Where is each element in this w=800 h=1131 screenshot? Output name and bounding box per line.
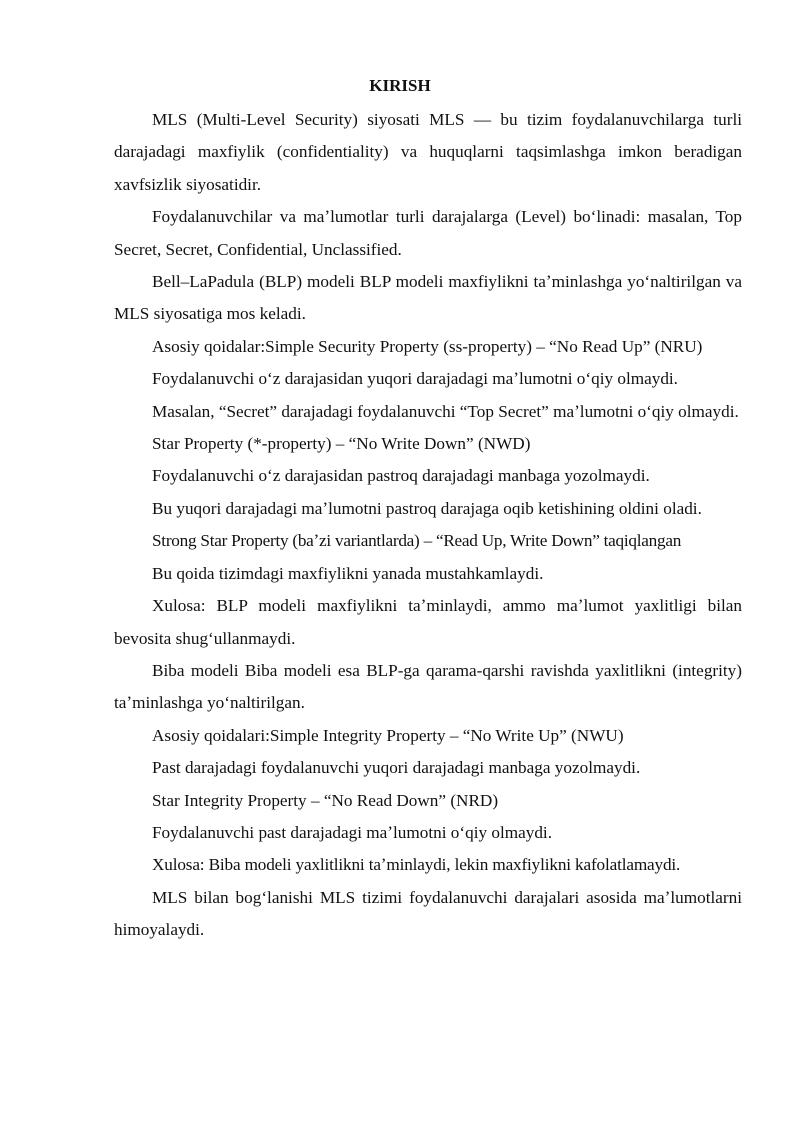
paragraph-biba-rules: Asosiy qoidalari:Simple Integrity Property – “No Write Up” (NWU) xyxy=(152,725,624,745)
paragraph-strong-star: Strong Star Property (baʼzi variantlarda) – “Read Up, Write Down” taqiqlangan xyxy=(152,531,682,551)
paragraph-nwu-explain: Past darajadagi foydalanuvchi yuqori darajadagi manbaga yozolmaydi. xyxy=(152,758,641,778)
paragraph-strong-star-effect: Bu qoida tizimdagi maxfiylikni yanada mustahkamlaydi. xyxy=(152,563,544,583)
paragraph-biba-intro: Biba modeli Biba modeli esa BLP-ga qarama-qarshi ravishda yaxlitlikni (integrity) taʼminlashga yoʻnaltirilgan. xyxy=(114,660,742,713)
paragraph-blp-conclusion: Xulosa: BLP modeli maxfiylikni taʼminlaydi, ammo maʼlumot yaxlitligi bilan bevosita shugʻullanmaydi. xyxy=(114,596,742,648)
paragraph-nrd-explain: Foydalanuvchi past darajadagi maʼlumotni oʻqiy olmaydi. xyxy=(152,822,552,842)
paragraph-star-property: Star Property (*-property) – “No Write Down” (NWD) xyxy=(152,434,531,454)
paragraph-star-integrity: Star Integrity Property – “No Read Down” (NRD) xyxy=(152,790,499,810)
paragraph-nru-explain: Foydalanuvchi oʻz darajasidan yuqori darajadagi maʼlumotni oʻqiy olmaydi. xyxy=(152,369,678,389)
paragraph-mls-definition: MLS (Multi-Level Security) siyosati MLS — bu tizim foydalanuvchilarga turli darajadagi maxfiylik (confidentiality) va huquqlarni taqsimlashga imkon beradigan xavfsizlik siyosatidir. xyxy=(114,110,742,194)
paragraph-mls-link: MLS bilan bogʻlanishi MLS tizimi foydalanuvchi darajalari asosida maʼlumotlarni himoyalaydi. xyxy=(114,887,742,940)
paragraph-nwd-explain: Foydalanuvchi oʻz darajasidan pastroq darajadagi manbaga yozolmaydi. xyxy=(152,466,650,486)
paragraph-blp-intro: Bell–LaPadula (BLP) modeli BLP modeli maxfiylikni taʼminlashga yoʻnaltirilgan va MLS siyosatiga mos keladi. xyxy=(114,272,742,324)
page-title: KIRISH xyxy=(369,76,431,95)
paragraph-nru-example: Masalan, “Secret” darajadagi foydalanuvchi “Top Secret” maʼlumotni oʻqiy olmaydi. xyxy=(152,401,739,421)
paragraph-biba-conclusion: Xulosa: Biba modeli yaxlitlikni taʼminlaydi, lekin maxfiylikni kafolatlamaydi. xyxy=(152,855,681,875)
paragraph-nwd-effect: Bu yuqori darajadagi maʼlumotni pastroq darajaga oqib ketishining oldini oladi. xyxy=(152,498,702,518)
paragraph-levels: Foydalanuvchilar va maʼlumotlar turli darajalarga (Level) boʻlinadi: masalan, Top Secret, Secret, Confidential, Unclassified. xyxy=(114,207,742,259)
body-text xyxy=(114,104,742,947)
paragraph-blp-rules: Asosiy qoidalar:Simple Security Property (ss-property) – “No Read Up” (NRU) xyxy=(152,336,703,356)
